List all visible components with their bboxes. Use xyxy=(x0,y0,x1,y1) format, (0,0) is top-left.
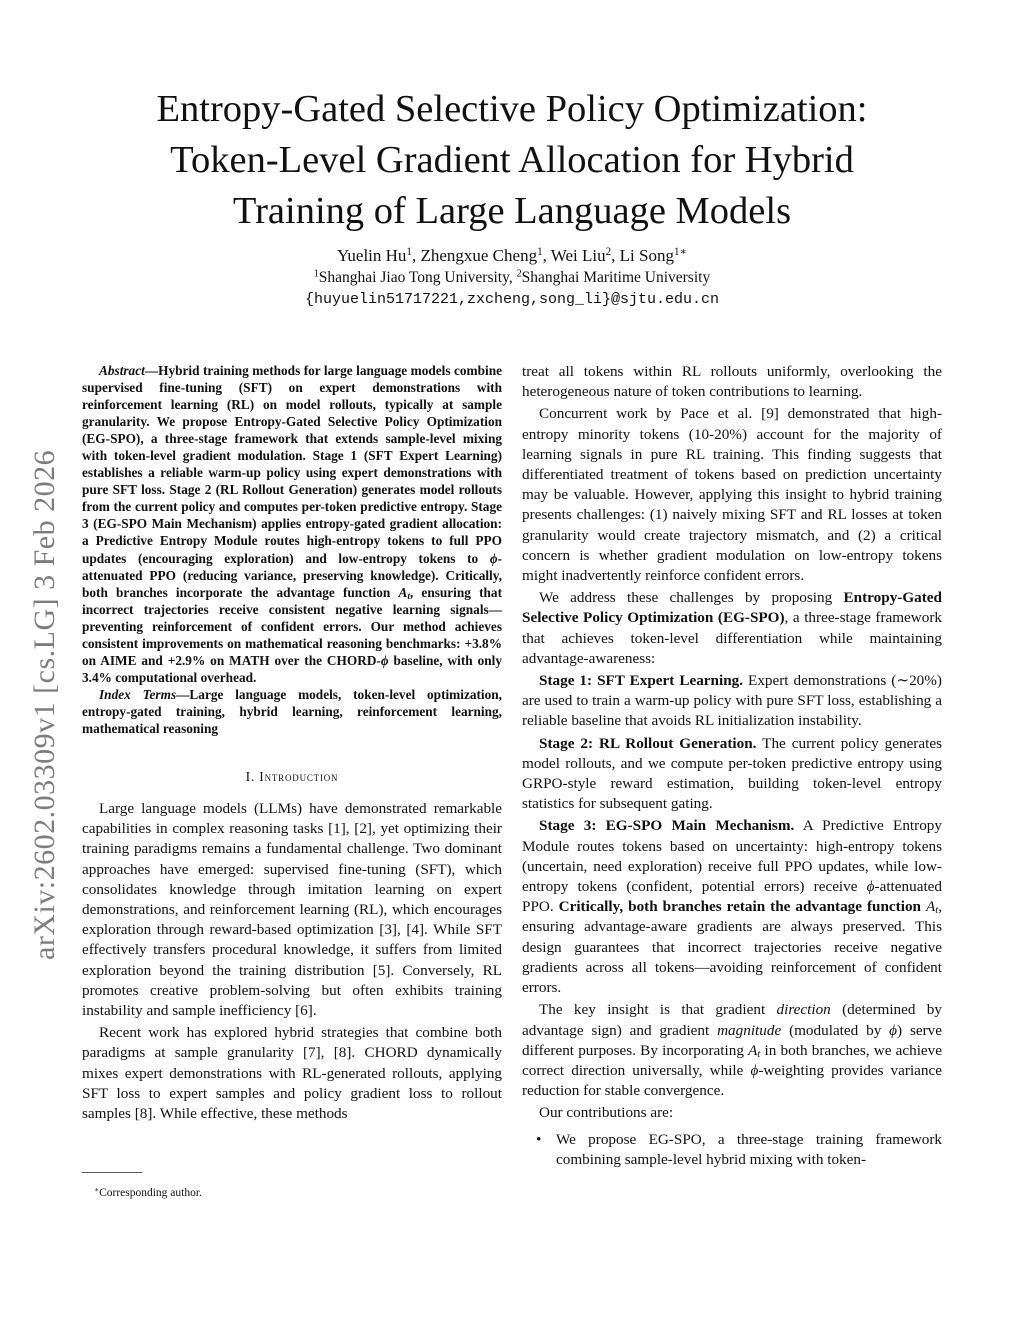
author-names: Yuelin Hu$^1$, Zhengxue Cheng$^1$, Wei Liu$^2$, Li Song$^{1∗}$ xyxy=(337,245,687,265)
intro-paragraph: Recent work has explored hybrid strategies that combine both paradigms at sample granularity [7], [8]. CHORD dynamically mixes expert demonstrations with RL-generated rollouts, applying SFT loss to expert samples and policy gradient loss to rollout samples [8]. While effective, these methods xyxy=(82,1024,502,1123)
author-block xyxy=(100,244,924,312)
title-line: Token-Level Gradient Allocation for Hybrid xyxy=(170,139,854,181)
footnote-rule xyxy=(82,1172,142,1173)
intro-paragraph: Concurrent work by Pace et al. [9] demonstrated that high-entropy minority tokens (10-20%) account for the majority of learning signals in pure RL training. This finding suggests that differentiated treatment of tokens based on prediction uncertainty may be valuable. However, applying this insight to hybrid training presents challenges: (1) naively mixing SFT and RL losses at token granularity would create trajectory mismatch, and (2) a critical concern is whether gradient modulation on low-entropy tokens might inadvertently reinforce confident errors. xyxy=(522,405,942,585)
intro-paragraph: Large language models (LLMs) have demonstrated remarkable capabilities in complex reasoning tasks [1], [2], yet optimizing their training paradigms remains a fundamental challenge. Two dominant approaches have emerged: supervised fine-tuning (SFT), which consolidates knowledge through imitation learning on expert demonstrations, and reinforcement learning (RL), which encourages exploration through reward-based optimization [3], [4]. While SFT effectively transfers procedural knowledge, it suffers from limited exploration beyond the training distribution [5]. Conversely, RL promotes creative problem-solving but often exhibits training instability and sample inefficiency [6]. xyxy=(82,800,502,1020)
stage-2-paragraph: Stage 2: RL Rollout Generation. The current policy generates model rollouts, and we compute per-token predictive entropy using GRPO-style reward estimation, building token-level entropy statistics for subsequent gating. xyxy=(522,734,942,813)
author-name: Zhengxue Cheng xyxy=(420,246,538,265)
stage-1-paragraph: Stage 1: SFT Expert Learning. Expert demonstrations (∼20%) are used to train a warm-up policy with pure SFT loss, establishing a reliable baseline that avoids RL initialization instability. xyxy=(522,672,942,730)
affiliations: $^1$Shanghai Jiao Tong University, $^2$Shanghai Maritime University xyxy=(313,268,711,286)
bullet-icon: • xyxy=(536,1130,542,1148)
right-column xyxy=(522,362,942,1170)
left-column xyxy=(82,362,502,1126)
intro-paragraph: We address these challenges by proposing Entropy-Gated Selective Policy Optimization (EG-SPO), a three-stage framework that achieves token-level differentiation while maintaining advantage-awareness: xyxy=(522,589,943,667)
footnote: ∗Corresponding author. xyxy=(94,1184,202,1199)
abstract-label: Abstract xyxy=(99,363,145,378)
arxiv-identifier[interactable]: arXiv:2602.03309v1 [cs.LG] 3 Feb 2026 xyxy=(28,449,61,960)
paper-title xyxy=(100,84,924,237)
intro-paragraph-continued: treat all tokens within RL rollouts uniformly, overlooking the heterogeneous nature of token contributions to learning. xyxy=(522,363,942,401)
author-name: Yuelin Hu xyxy=(337,246,407,265)
key-insight-paragraph: The key insight is that gradient direction (determined by advantage sign) and gradient magnitude (modulated by ϕ) serve different purposes. By incorporating $A_t$ in both branches, we achieve correct direction universally, while ϕ-weighting provides variance reduction for stable convergence. xyxy=(522,1001,942,1100)
author-name: Li Song xyxy=(619,246,674,265)
contribution-bullet: • We propose EG-SPO, a three-stage training framework combining sample-level hybrid mixing with token- xyxy=(536,1130,942,1168)
title-line: Entropy-Gated Selective Policy Optimization: xyxy=(156,88,868,130)
title-line: Training of Large Language Models xyxy=(232,190,792,232)
contributions-intro: Our contributions are: xyxy=(539,1104,674,1122)
abstract: Abstract—Hybrid training methods for large language models combine supervised fine-tuning (SFT) on expert demonstrations with reinforcement learning (RL) on model rollouts, typically at sample granularity. We propose Entropy-Gated Selective Policy Optimization (EG-SPO), a three-stage framework that extends sample-level mixing with token-level gradient modulation. Stage 1 (SFT Expert Learning) establishes a reliable warm-up policy using expert demonstrations with pure SFT loss. Stage 2 (RL Rollout Generation) generates model rollouts from the current policy and computes per-token predictive entropy. Stage 3 (EG-SPO Main Mechanism) applies entropy-gated gradient allocation: a Predictive Entropy Module routes high-entropy tokens to full PPO updates (encouraging exploration) and low-entropy tokens to ϕ-attenuated PPO (reducing variance, preserving knowledge). Critically, both branches incorporate the advantage function $A_t$, ensuring that incorrect trajectories receive consistent negative learning signals—preventing reinforcement of confident errors. Our method achieves consistent improvements on mathematical reasoning benchmarks: +3.8% on AIME and +2.9% on MATH over the CHORD-ϕ baseline, with only 3.4% computational overhead. xyxy=(82,363,503,685)
index-terms-label: Index Terms xyxy=(99,686,177,702)
index-terms: Index Terms—Large language models, token-level optimization, entropy-gated training, hybrid learning, reinforcement learning, mathematical reasoning xyxy=(82,686,502,736)
stage-3-paragraph: Stage 3: EG-SPO Main Mechanism. A Predictive Entropy Module routes tokens based on uncertainty: high-entropy tokens (uncertain, need exploration) receive full PPO updates, while low-entropy tokens (confident, potential errors) receive ϕ-attenuated PPO. Critically, both branches retain the advantage function $A_t$, ensuring advantage-aware gradients are always preserved. This design guarantees that incorrect trajectories receive negative gradients across all tokens—avoiding reinforcement of confident errors. xyxy=(522,817,942,997)
author-emails: {huyuelin51717221,zxcheng,song_li}@sjtu.edu.cn xyxy=(304,291,720,308)
section-heading: I. Introduction xyxy=(245,769,339,785)
author-name: Wei Liu xyxy=(550,246,606,265)
